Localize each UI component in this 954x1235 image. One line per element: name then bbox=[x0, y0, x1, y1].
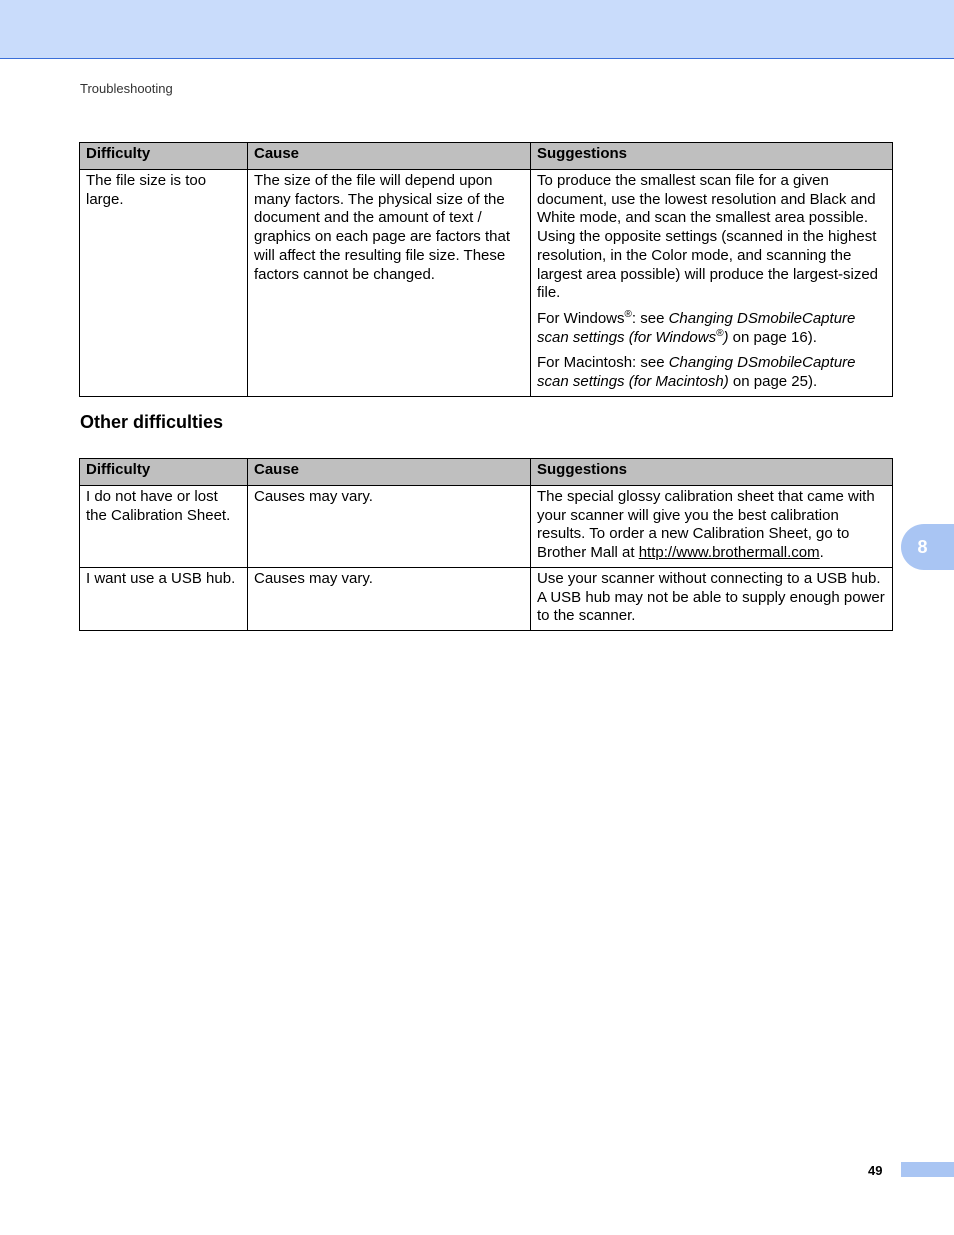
section-title: Other difficulties bbox=[80, 412, 224, 432]
suggestion-paragraph: To produce the smallest scan file for a given document, use the lowest resolution and Black and White mode, and scan the smallest area possible. Using the opposite settings (scanned in the highest resolution, in the Color mode, and scanning the largest area possible) will produce the largest-sized file. bbox=[537, 172, 879, 302]
chapter-tab: 8 bbox=[901, 524, 954, 570]
windows-reference-title: Changing DSmobileCapture scan settings (for Windows®) bbox=[537, 309, 856, 346]
table-row bbox=[80, 567, 893, 630]
suggestions-cell: Use your scanner without connecting to a USB hub. A USB hub may not be able to supply enough power to the scanner. bbox=[531, 567, 893, 630]
column-header-suggestions: Suggestions bbox=[531, 143, 893, 170]
cause-cell: Causes may vary. bbox=[248, 486, 531, 568]
difficulty-cell: I want use a USB hub. bbox=[80, 567, 248, 630]
running-header: Troubleshooting bbox=[80, 81, 173, 96]
column-header-difficulty: Difficulty bbox=[80, 143, 248, 170]
table-header-row bbox=[80, 459, 893, 486]
file-size-table bbox=[79, 142, 893, 397]
column-header-cause: Cause bbox=[248, 459, 531, 486]
table-header-row bbox=[80, 143, 893, 170]
macintosh-reference-title: Changing DSmobileCapture scan settings (for Macintosh) bbox=[537, 354, 856, 391]
difficulty-cell: The file size is too large. bbox=[80, 170, 248, 397]
table-row bbox=[80, 486, 893, 568]
page-number: 49 bbox=[868, 1163, 883, 1178]
column-header-suggestions: Suggestions bbox=[531, 459, 893, 486]
other-difficulties-table bbox=[79, 458, 893, 631]
header-band bbox=[0, 0, 954, 59]
suggestions-cell bbox=[531, 170, 893, 397]
suggestions-cell: The special glossy calibration sheet that came with your scanner will give you the best calibration results. To order a new Calibration Sheet, go to Brother Mall at http://www.brothermall.com. bbox=[531, 486, 893, 568]
column-header-cause: Cause bbox=[248, 143, 531, 170]
column-header-difficulty: Difficulty bbox=[80, 459, 248, 486]
difficulty-cell: I do not have or lost the Calibration Sheet. bbox=[80, 486, 248, 568]
cause-cell: The size of the file will depend upon many factors. The physical size of the document and the amount of text / graphics on each page are factors that will affect the resulting file size. These factors cannot be changed. bbox=[248, 170, 531, 397]
cause-cell: Causes may vary. bbox=[248, 567, 531, 630]
brothermall-link[interactable]: http://www.brothermall.com bbox=[638, 544, 820, 562]
page-number-bar bbox=[901, 1162, 954, 1177]
macintosh-reference: For Macintosh: see Changing DSmobileCapture scan settings (for Macintosh) on page 25). bbox=[537, 354, 856, 391]
windows-reference: For Windows®: see Changing DSmobileCapture scan settings (for Windows®) on page 16). bbox=[537, 308, 856, 346]
table-row bbox=[80, 170, 893, 397]
